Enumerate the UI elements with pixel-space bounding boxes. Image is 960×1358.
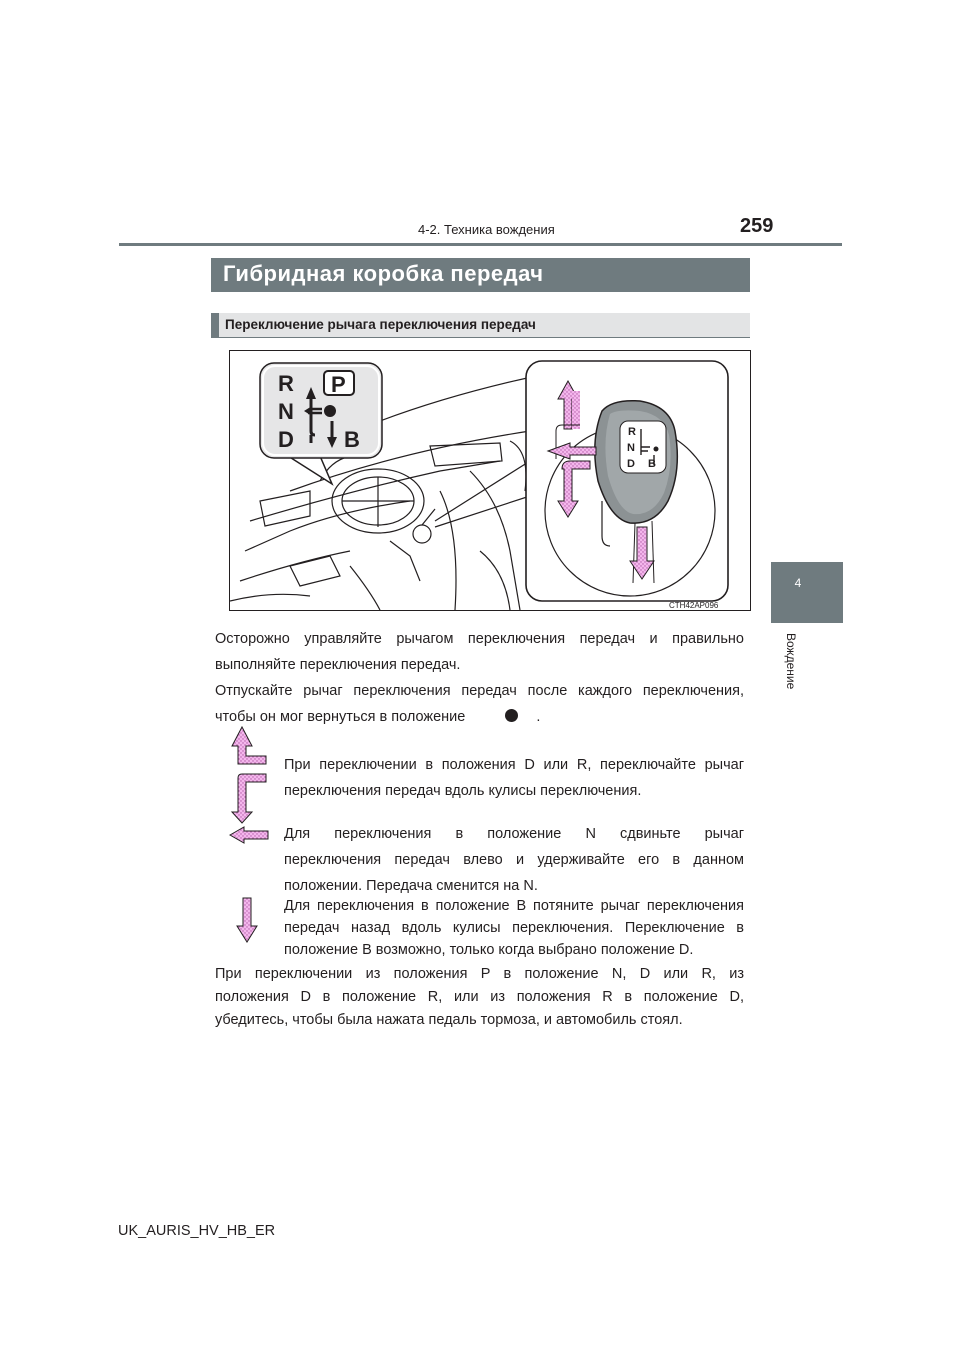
chapter-label-text: Вождение (784, 633, 798, 690)
figure-code: CTH42AP096 (669, 601, 719, 610)
final-line-2: положения D в положение R, или из положения R в положение D, (215, 989, 744, 1005)
paragraph-2-line-1: Отпускайте рычаг переключения передач после каждого переключения, (215, 683, 744, 699)
knob-label-d: D (627, 458, 635, 470)
section-title: 4-2. Техника вождения (418, 222, 555, 237)
legend-3-line-1: Для переключения в положение B потяните рычаг переключения (284, 898, 744, 914)
footer-code: UK_AURIS_HV_HB_ER (118, 1223, 276, 1239)
figure-illustration (230, 351, 750, 610)
paragraph-2-line-2 (215, 704, 744, 730)
page-title: Гибридная коробка передач (223, 261, 544, 286)
legend-back-arrow-icon (237, 898, 257, 942)
subtitle-marker (211, 313, 219, 338)
gate-label-r: R (278, 371, 294, 396)
header-rule (119, 243, 842, 246)
gate-label-n: N (278, 399, 294, 424)
legend-arrow-back (236, 896, 258, 944)
gate-label-p: P (331, 372, 346, 397)
legend-2-line-1: Для переключения в положение N сдвиньте рычаг (284, 826, 744, 842)
gate-label-b: B (344, 427, 360, 452)
knob-label-n: N (627, 442, 635, 454)
shift-lever-figure (229, 350, 751, 611)
gate-callout (260, 363, 382, 484)
final-line-1: При переключении из положения P в положение N, D или R, из (215, 966, 744, 982)
subtitle: Переключение рычага переключения передач (225, 317, 536, 332)
chapter-tab (771, 562, 843, 623)
gate-dot (324, 405, 336, 417)
paragraph-1-line-1: Осторожно управляйте рычагом переключения передач и правильно (215, 631, 744, 647)
gate-label-d: D (278, 427, 294, 452)
chapter-number: 4 (794, 576, 802, 590)
final-line-3: убедитесь, чтобы была нажата педаль тормоза, и автомобиль стоял. (215, 1012, 683, 1028)
neutral-dot-icon (505, 709, 518, 722)
legend-1-line-1: При переключении в положения D или R, переключайте рычаг (284, 757, 744, 773)
knob-label-r: R (628, 426, 636, 438)
knob-label-b: B (648, 458, 656, 470)
paragraph-2-text-b: . (536, 709, 541, 725)
knob-inset (526, 361, 728, 601)
legend-left-arrow-icon (230, 827, 268, 843)
legend-3-line-3: положение B возможно, только когда выбрано положение D. (284, 942, 694, 958)
legend-arrow-left (228, 825, 270, 845)
paragraph-2-text-a: чтобы он мог вернуться в положение (215, 709, 466, 725)
legend-3-line-2: передач назад вдоль кулисы переключения. Переключение в (284, 920, 744, 936)
legend-2-line-2: переключения передач влево и удерживайте его в данном (284, 852, 744, 868)
legend-1-line-2: переключения передач вдоль кулисы переключения. (284, 783, 642, 799)
legend-arrows-up-down (228, 724, 270, 824)
legend-down-arrow-icon (232, 774, 266, 823)
legend-up-arrow-icon (232, 727, 266, 764)
legend-2-line-3: положении. Передача сменится на N. (284, 878, 538, 894)
page-number: 259 (740, 215, 774, 237)
chapter-label (782, 633, 798, 703)
paragraph-1-line-2: выполняйте переключения передач. (215, 657, 461, 673)
